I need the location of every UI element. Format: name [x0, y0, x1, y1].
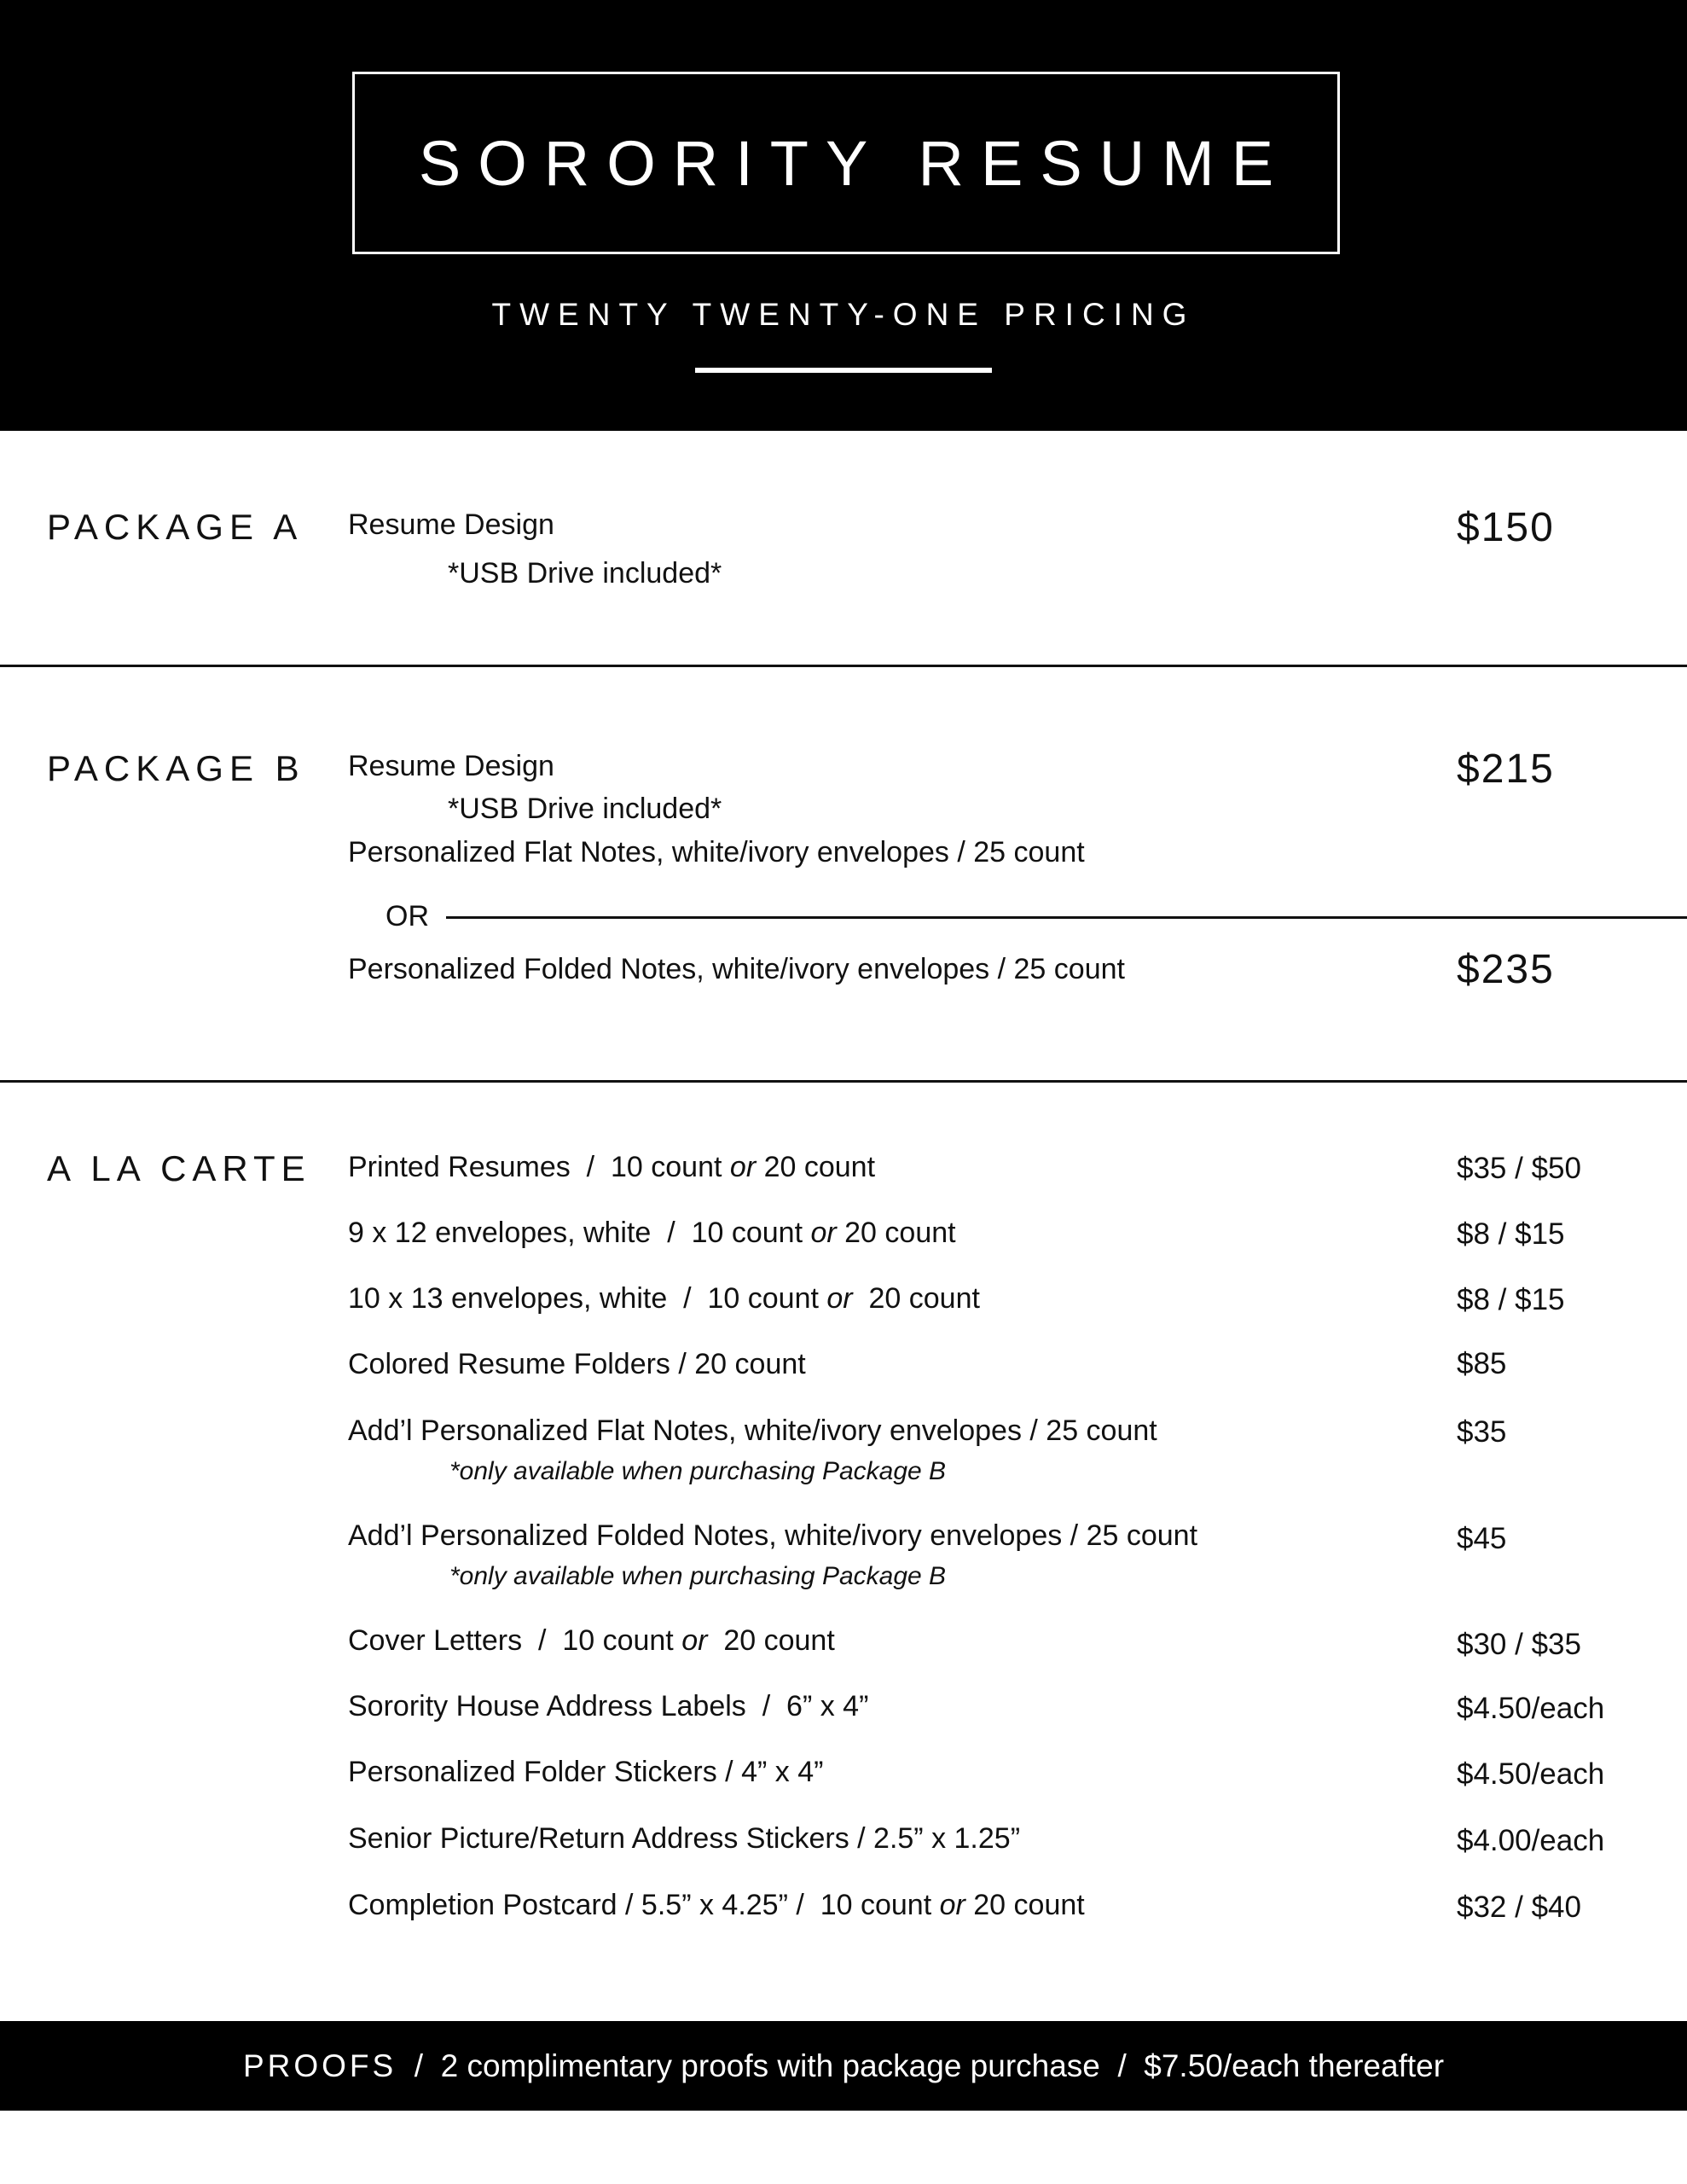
a-la-carte-price: $4.50/each: [1457, 1757, 1605, 1791]
item-text-end: 20 count: [852, 1282, 980, 1315]
a-la-carte-price: $4.50/each: [1457, 1692, 1605, 1725]
a-la-carte-item: [348, 1519, 1197, 1553]
a-la-carte-item: [348, 1414, 1157, 1448]
a-la-carte-price: $45: [1457, 1522, 1507, 1555]
a-la-carte-note: *only available when purchasing Package B: [449, 1457, 947, 1485]
item-text-end: 20 count: [707, 1624, 835, 1657]
page-title: SORORITY RESUME: [418, 127, 1291, 199]
page-subtitle: TWENTY TWENTY-ONE PRICING: [491, 297, 1196, 332]
a-la-carte-item: [348, 1756, 823, 1789]
package-a-note: *USB Drive included*: [448, 557, 722, 590]
proofs-label: PROOFS: [242, 2048, 397, 2083]
item-text: Sorority House Address Labels / 6” x 4”: [348, 1690, 869, 1722]
item-or: or: [729, 1151, 757, 1183]
a-la-carte-item: [348, 1282, 980, 1316]
a-la-carte-item: [348, 1217, 956, 1250]
section-divider: [0, 665, 1687, 667]
a-la-carte-price: $30 / $35: [1457, 1628, 1581, 1661]
a-la-carte-item: [348, 1348, 806, 1381]
package-b-option-folded: Personalized Folded Notes, white/ivory envelopes / 25 count: [348, 953, 1125, 985]
a-la-carte-item: [348, 1151, 875, 1184]
item-or: or: [826, 1282, 853, 1315]
item-text: Personalized Folder Stickers / 4” x 4”: [348, 1756, 824, 1788]
item-or: or: [939, 1889, 965, 1921]
a-la-carte-item: [348, 1822, 1020, 1856]
package-a-item: Resume Design: [348, 508, 554, 541]
title-frame: [352, 72, 1340, 254]
a-la-carte-price: $8 / $15: [1457, 1217, 1565, 1251]
package-b-item: Resume Design: [348, 750, 554, 782]
item-text: Add’l Personalized Folded Notes, white/ivory envelopes / 25 count: [348, 1519, 1198, 1552]
item-text: 9 x 12 envelopes, white / 10 count: [348, 1217, 811, 1249]
package-a-price: $150: [1457, 505, 1555, 550]
a-la-carte-price: $35 / $50: [1457, 1152, 1581, 1185]
a-la-carte-note: *only available when purchasing Package B: [449, 1562, 947, 1590]
package-b-note: *USB Drive included*: [448, 793, 722, 825]
proofs-footer: [0, 2021, 1687, 2111]
package-b-price-flat: $215: [1457, 746, 1555, 792]
section-divider: [0, 1080, 1687, 1083]
a-la-carte-item: [348, 1624, 835, 1658]
package-b-price-folded: $235: [1457, 947, 1555, 992]
a-la-carte-item: [348, 1889, 1085, 1922]
proofs-text: / 2 complimentary proofs with package purchase / $7.50/each thereafter: [397, 2048, 1445, 2083]
package-b-option-flat: Personalized Flat Notes, white/ivory envelopes / 25 count: [348, 836, 1085, 868]
or-label: OR: [386, 900, 429, 932]
package-b-label: PACKAGE B: [47, 748, 305, 788]
or-divider: [446, 916, 1687, 919]
item-text: Senior Picture/Return Address Stickers / 2.5” x 1.25”: [348, 1822, 1021, 1855]
item-or: or: [810, 1217, 837, 1249]
item-text: Colored Resume Folders / 20 count: [348, 1348, 806, 1380]
item-text: Add’l Personalized Flat Notes, white/ivory envelopes / 25 count: [348, 1414, 1157, 1447]
item-text: Cover Letters / 10 count: [348, 1624, 682, 1657]
a-la-carte-price: $8 / $15: [1457, 1283, 1565, 1316]
a-la-carte-item: [348, 1690, 868, 1723]
item-text: Printed Resumes / 10 count: [348, 1151, 730, 1183]
item-or: or: [681, 1624, 708, 1657]
item-text: 10 x 13 envelopes, white / 10 count: [348, 1282, 827, 1315]
item-text-end: 20 count: [756, 1151, 876, 1183]
item-text: Completion Postcard / 5.5” x 4.25” / 10 count: [348, 1889, 940, 1921]
a-la-carte-price: $4.00/each: [1457, 1824, 1605, 1857]
subtitle-underline: [695, 368, 992, 373]
a-la-carte-price: $32 / $40: [1457, 1891, 1581, 1924]
item-text-end: 20 count: [836, 1217, 956, 1249]
a-la-carte-price: $35: [1457, 1415, 1507, 1449]
a-la-carte-price: $85: [1457, 1347, 1507, 1380]
a-la-carte-label: A LA CARTE: [47, 1148, 311, 1188]
package-a-label: PACKAGE A: [47, 507, 304, 547]
item-text-end: 20 count: [965, 1889, 1085, 1921]
